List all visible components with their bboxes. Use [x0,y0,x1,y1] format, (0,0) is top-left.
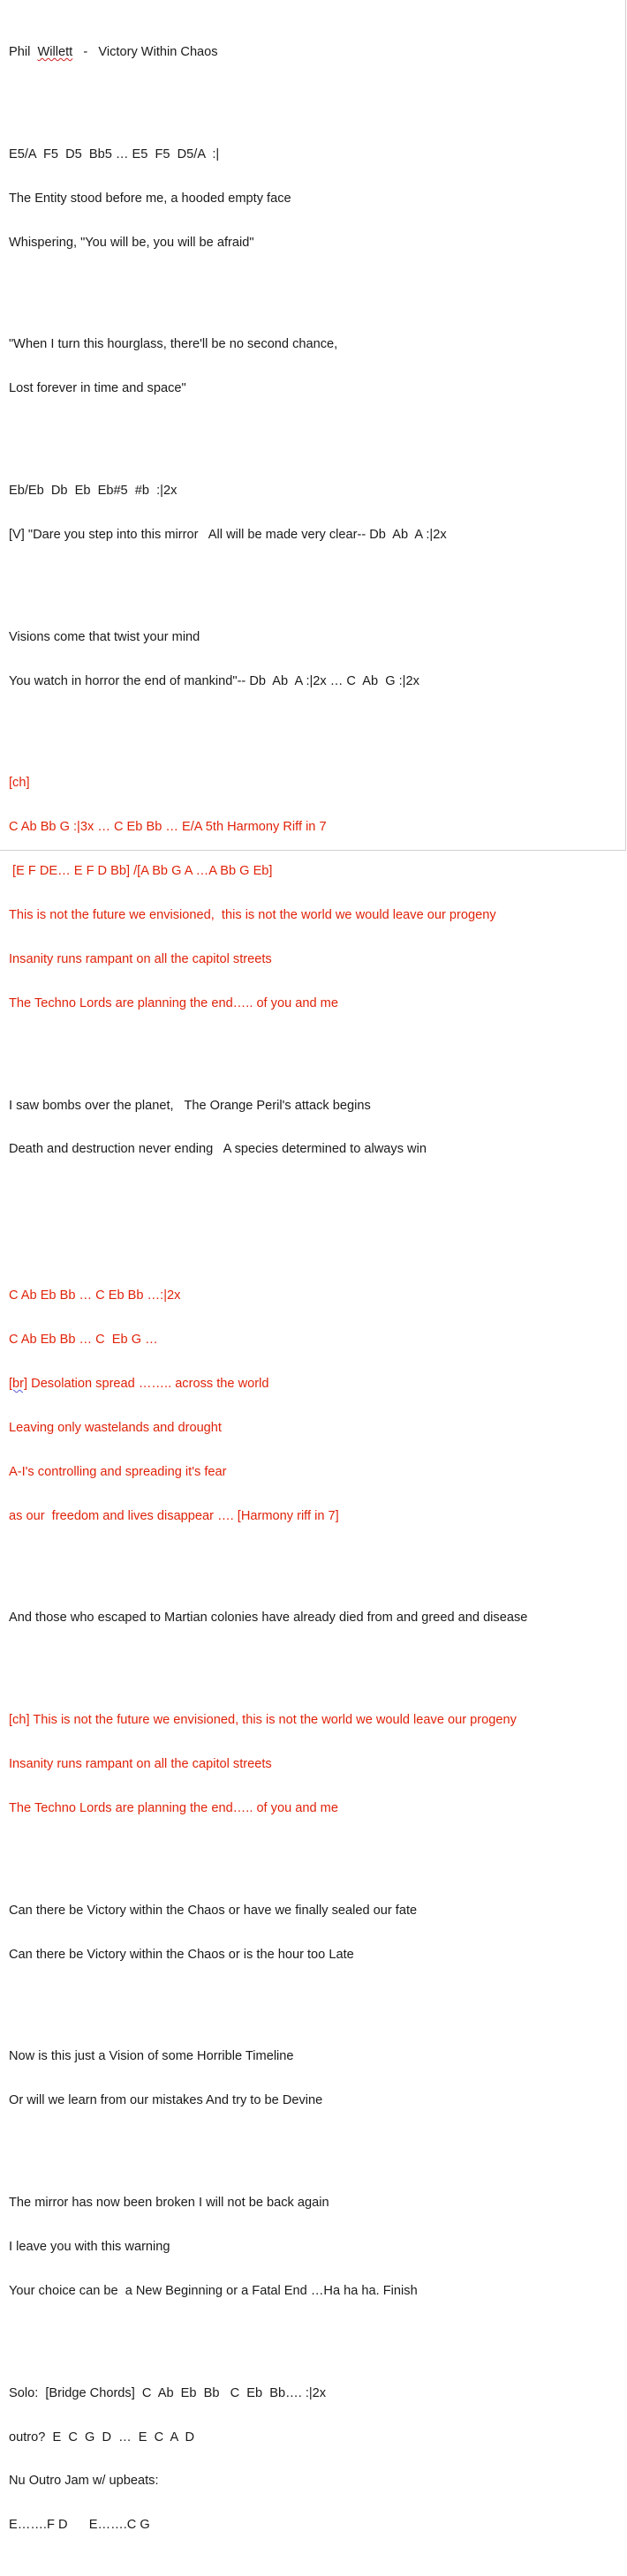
lyric-line: Your choice can be a New Beginning or a Fatal End …Ha ha ha. Finish [9,2283,418,2298]
lyric-line: Can there be Victory within the Chaos or is the hour too Late [9,1947,354,1962]
lyric-line: I saw bombs over the planet, The Orange Peril's attack begins [9,1098,371,1113]
bridge-line: Leaving only wastelands and drought [9,1420,222,1435]
chorus-riff: [E F DE… E F D Bb] /[A Bb G A …A Bb G Eb] [9,864,273,879]
intro-chords: E5/A F5 D5 Bb5 … E5 F5 D5/A :| [9,146,220,161]
lyric-line: The Entity stood before me, a hooded empty face [9,191,291,206]
lyric-line: The mirror has now been broken I will not be back again [9,2196,329,2211]
chorus-chords: C Ab Bb G :|3x … C Eb Bb … E/A 5th Harmony Riff in 7 [9,820,327,835]
bridge-chords: C Ab Eb Bb … C Eb Bb …:|2x [9,1288,181,1303]
outro-chords: outro? E C G D … E C A D [9,2430,195,2445]
bridge-tag: [br] [9,1376,28,1391]
chorus-line: The Techno Lords are planning the end….. of you and me [9,1800,338,1815]
solo-chords: Solo: [Bridge Chords] C Ab Eb Bb C Eb Bb…. :|2x [9,2385,327,2400]
lyric-line: [V] "Dare you step into this mirror All will be made very clear-- Db Ab A :|2x [9,527,447,542]
lyric-line: "When I turn this hourglass, there'll be no second chance, [9,337,338,352]
bridge-chords: C Ab Eb Bb … C Eb G … [9,1333,158,1348]
chorus-line: Insanity runs rampant on all the capitol streets [9,1757,272,1772]
lyric-line: Now is this just a Vision of some Horrible Timeline [9,2049,294,2064]
chorus-line: [ch] This is not the future we envisioned, this is not the world we would leave our progeny [9,1713,517,1728]
lyric-line: And those who escaped to Martian colonies have already died from and greed and disease [9,1611,528,1626]
lyric-line: Whispering, "You will be, you will be afraid" [9,235,254,250]
lyric-line: I leave you with this warning [9,2239,170,2254]
title-separator: - [83,45,88,59]
song-title-line [9,45,623,61]
song-title: Victory Within Chaos [98,45,218,59]
chorus-line: The Techno Lords are planning the end….. of you and me [9,995,338,1010]
lyrics-document [9,3,623,2576]
chorus-line: Insanity runs rampant on all the capitol streets [9,951,272,966]
artist-last-name: Willett [37,45,73,59]
outro-final-chords: E…….F D E…….C G [9,2518,150,2533]
bridge-line: as our freedom and lives disappear …. [Harmony riff in 7] [9,1508,339,1523]
artist-first-name: Phil [9,45,31,59]
lyric-line: Can there be Victory within the Chaos or have we finally sealed our fate [9,1903,418,1918]
lyric-line: Or will we learn from our mistakes And try to be Devine [9,2093,323,2108]
chorus-tag: [ch] [9,776,30,791]
bridge-line: A-I's controlling and spreading it's fear [9,1464,227,1479]
outro-jam-note: Nu Outro Jam w/ upbeats: [9,2474,159,2489]
verse-chords: Eb/Eb Db Eb Eb#5 #b :|2x [9,484,178,499]
lyric-line: You watch in horror the end of mankind"-- Db Ab A :|2x … C Ab G :|2x [9,673,419,688]
lyric-line: Lost forever in time and space" [9,381,186,396]
chorus-line: This is not the future we envisioned, this is not the world we would leave our progeny [9,908,496,923]
bridge-line [9,1377,623,1393]
bridge-lyric: Desolation spread …….. across the world [27,1376,269,1391]
lyric-line: Visions come that twist your mind [9,629,200,644]
lyric-line: Death and destruction never ending A species determined to always win [9,1142,427,1157]
